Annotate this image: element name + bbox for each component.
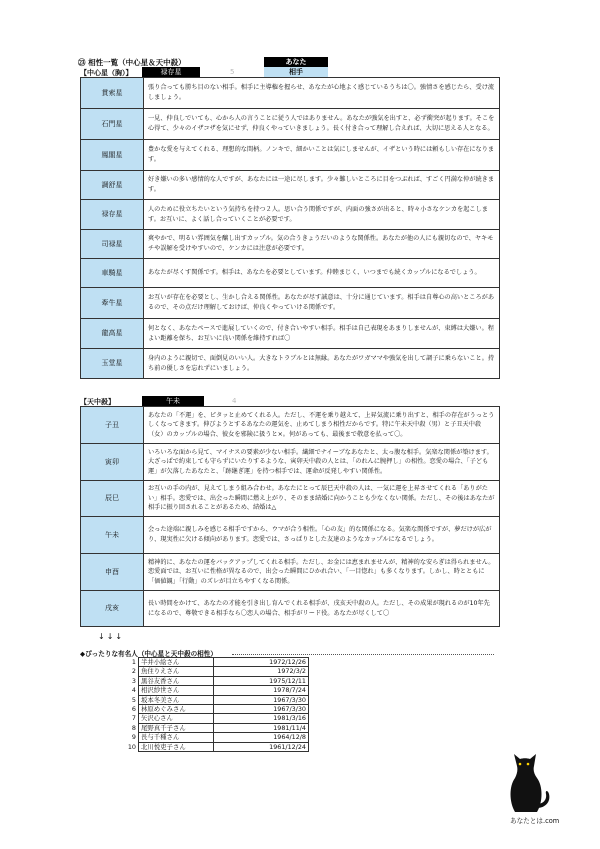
famous-date: 1967/3/30 [214, 695, 309, 704]
row-text: 張り合っても勝ち目のない相手。相手に主導権を握らせ、あなたが心地よく感じているうちは〇。強情さを感じたら、受け流しましょう。 [144, 78, 500, 109]
famous-date: 1978/7/24 [214, 686, 309, 695]
famous-row [124, 733, 309, 742]
tenchu-section-heading: 【天中殺】 [80, 398, 115, 406]
row-text: 長い時間をかけて、あなたの才能を引き出し育んでくれる相手が、戌亥天中殺の人。ただし、その成果が現れるのが10年先になるので、尊敬できる相手なら〇恋人の場合、相手がリード役。あなたが尽くして〇 [144, 591, 500, 627]
famous-row [124, 705, 309, 714]
table-row [81, 109, 500, 140]
row-name: 禄存星 [81, 200, 144, 230]
row-name: 車騎星 [81, 259, 144, 288]
row-name: 申酉 [81, 554, 144, 591]
row-text: 好き嫌いの多い感情的な人ですが、あなたには一途に尽します。少々難しいところに目をつぶれば、すごく円満な仲が続きます。 [144, 171, 500, 200]
black-cat-icon [503, 742, 555, 814]
famous-date: 1975/12/11 [214, 676, 309, 685]
famous-date: 1964/12/8 [214, 733, 309, 742]
row-name: 戌亥 [81, 591, 144, 627]
famous-title: ◆ぴったりな有名人（中心星と天中殺の相性） [80, 650, 217, 658]
row-text: 身内のように親切で、面倒見のいい人。大きなトラブルとは無縁。あなたがワガママや強気を出して調子に乗らないこと。持ち前の優しさを忘れずにいましょう。 [144, 349, 500, 379]
row-text: いろいろな面から見て、マイナスの要素が少ない相手。繊細でナイーブなあなたと、太っ腹な相手。気楽な関係が築けます。大ざっぱで約束しても守らずにいたりするような、寅卯天中殺の人とは、「のれんに腕押し」の相性。恋愛の場合、「子ども運」が欠落したあなたと、「跡継ぎ運」を持つ相手では、運命が反発しやすい関係性。 [144, 444, 500, 481]
row-text: 会った途端に親しみを感じる相手ですから、ウマが合う相性。「心の友」的な関係になる。気楽な関係ですが、夢だけが広がり、現実性に欠ける傾向があります。恋愛では、さっぱりとした友達のようなカップルになるでしょう。 [144, 517, 500, 554]
famous-name: 矢沢心さん [139, 714, 214, 723]
famous-name: 半井小絵さん [139, 658, 214, 667]
table-row [81, 591, 500, 627]
famous-name: 坂本冬美さん [139, 695, 214, 704]
row-name: 石門星 [81, 109, 144, 140]
tenchu-section-tag: 午未 [142, 396, 204, 406]
table-row [81, 200, 500, 230]
row-text: 豊かな愛を与えてくれる、理想的な間柄。ノンキで、細かいことは気にしませんが、イザという時には頼もしい存在になります。 [144, 140, 500, 171]
tenchu-table [80, 406, 500, 627]
famous-number: 10 [127, 742, 136, 751]
center-star-table [80, 77, 500, 379]
table-row [81, 140, 500, 171]
famous-table [124, 657, 309, 752]
table-row [81, 517, 500, 554]
table-row [81, 349, 500, 379]
famous-number: 7 [131, 714, 136, 723]
row-text: 精神的に、あなたの運をバックアップしてくれる相手。ただし、お金には恵まれませんが、精神的な安らぎは得られません。恋愛面では、お互いに性格が異なるので、出会った瞬間にひかれ合い、「一目惚れ」も多くなります。しかし、時とともに「価値観」「行動」のズレが目立ちやすくなる関係。 [144, 554, 500, 591]
famous-date: 1961/12/24 [214, 742, 309, 751]
famous-number: 1 [131, 658, 136, 666]
center-section-heading: 【中心星（胸）】 [80, 69, 133, 77]
down-arrows: ↓↓↓ [98, 632, 125, 641]
famous-row [124, 742, 309, 751]
famous-number: 6 [131, 705, 136, 714]
famous-row [124, 714, 309, 723]
famous-name: 長与千種さん [139, 733, 214, 742]
table-row [81, 444, 500, 481]
row-name: 午未 [81, 517, 144, 554]
famous-number: 5 [131, 695, 136, 704]
row-text: あなたの「不運」を、ピタッと止めてくれる人。ただし、不運を乗り越えて、上昇気流に乗り出すと、相手の存在がうっとうしくなってきます。伸びようとするあなたの運気を、止めてしまう相性だからです。特に午未天中殺（男）と子丑天中殺（女）のカップルの場合、彼女を邪険に扱うと×。何があっても、最後まで敬意を払って〇。 [144, 407, 500, 444]
row-name: 鳳閣星 [81, 140, 144, 171]
row-name: 子丑 [81, 407, 144, 444]
famous-name: 相沢紗世さん [139, 686, 214, 695]
row-text: あなたが尽くす関係です。相手は、あなたを必要としています。仲睦まじく、いつまでも続くカップルになるでしょう。 [144, 259, 500, 288]
famous-number: 4 [131, 686, 136, 695]
center-section-number: 5 [230, 68, 235, 76]
row-name: 辰巳 [81, 481, 144, 517]
famous-name: 魚住りえさん [139, 667, 214, 676]
row-text: お互いが存在を必要とし、生かし合える関係性。あなたが尽す誠意は、十分に通じています。相手は自尊心の高いところがあるので、その点だけ理解しておけば、仲良くやっていける関係です。 [144, 288, 500, 319]
row-name: 調舒星 [81, 171, 144, 200]
table-row [81, 230, 500, 259]
famous-number: 2 [131, 667, 136, 676]
table-row [81, 319, 500, 349]
famous-number: 8 [131, 723, 136, 732]
row-text: 一見、仲良しでいても、心から人の言うことに従う人ではありません。あなたが強気を出すと、必ず衝突が起ります。そこを心得て、少々のイザコザを気にせず、仲良くやっていきましょう。長く付き合って理解し合えれば、大切に思える人となる。 [144, 109, 500, 140]
you-label: あなた [264, 57, 328, 67]
famous-date: 1981/3/16 [214, 714, 309, 723]
famous-date: 1972/12/26 [214, 658, 309, 667]
famous-date: 1967/3/30 [214, 705, 309, 714]
dotted-divider [232, 654, 494, 655]
row-name: 玉堂星 [81, 349, 144, 379]
table-row [81, 407, 500, 444]
famous-row [124, 695, 309, 704]
famous-row [124, 658, 309, 667]
table-row [81, 171, 500, 200]
row-text: 何となく、あなたペースで進展していくので、付き合いやすい相手。相手は自己表現をあまりしませんが、束縛は大嫌い。程よい距離を保ち、お互いに良い関係を維持すれば〇 [144, 319, 500, 349]
row-name: 司禄星 [81, 230, 144, 259]
famous-number: 3 [131, 676, 136, 685]
center-section-tag: 禄存星 [142, 67, 200, 77]
table-row [81, 288, 500, 319]
row-name: 貫索星 [81, 78, 144, 109]
famous-name: 黒谷友香さん [139, 676, 214, 685]
famous-name: 北川悦吏子さん [139, 742, 214, 751]
famous-row [124, 676, 309, 685]
table-row [81, 554, 500, 591]
row-name: 寅卯 [81, 444, 144, 481]
famous-date: 1972/3/2 [214, 667, 309, 676]
famous-row [124, 723, 309, 732]
partner-label: 相手 [264, 67, 328, 77]
page-title: ㉓ 相性一覧（中心星＆天中殺） [78, 58, 186, 67]
row-text: 爽やかで、明るい雰囲気を醸し出すカップル。気の合うきょうだいのような関係性。あなたが他の人にも親切なので、ヤキモチや誤解を受けやすいので、ケンカには注意が必要です。 [144, 230, 500, 259]
table-row [81, 481, 500, 517]
famous-date: 1981/11/4 [214, 723, 309, 732]
famous-row [124, 686, 309, 695]
table-row [81, 259, 500, 288]
row-text: お互いの手の内が、見えてしまう組み合わせ。あなたにとって辰巳天中殺の人は、一気に運を上昇させてくれる「ありがたい」相手。恋愛では、出会った瞬間に燃え上がり、そのまま結婚に向かうことも少なくない関係。ただし、その後はあなたが相手に振り回されることがあるため、結婚は△ [144, 481, 500, 517]
tenchu-section-number: 4 [232, 397, 237, 405]
famous-name: 尾野真千子さん [139, 723, 214, 732]
table-row [81, 78, 500, 109]
row-text: 人のために役立ちたいという気持ちを持つ２人。思い合う関係ですが、内面の強さが出ると、時々小さなケンカを起こします。お互いに、よく話し合っていくことが必要です。 [144, 200, 500, 230]
row-name: 龍高星 [81, 319, 144, 349]
site-name: あなたとは.com [510, 817, 560, 825]
famous-name: 林原めぐみさん [139, 705, 214, 714]
row-name: 牽牛星 [81, 288, 144, 319]
famous-number: 9 [131, 733, 136, 742]
famous-row [124, 667, 309, 676]
